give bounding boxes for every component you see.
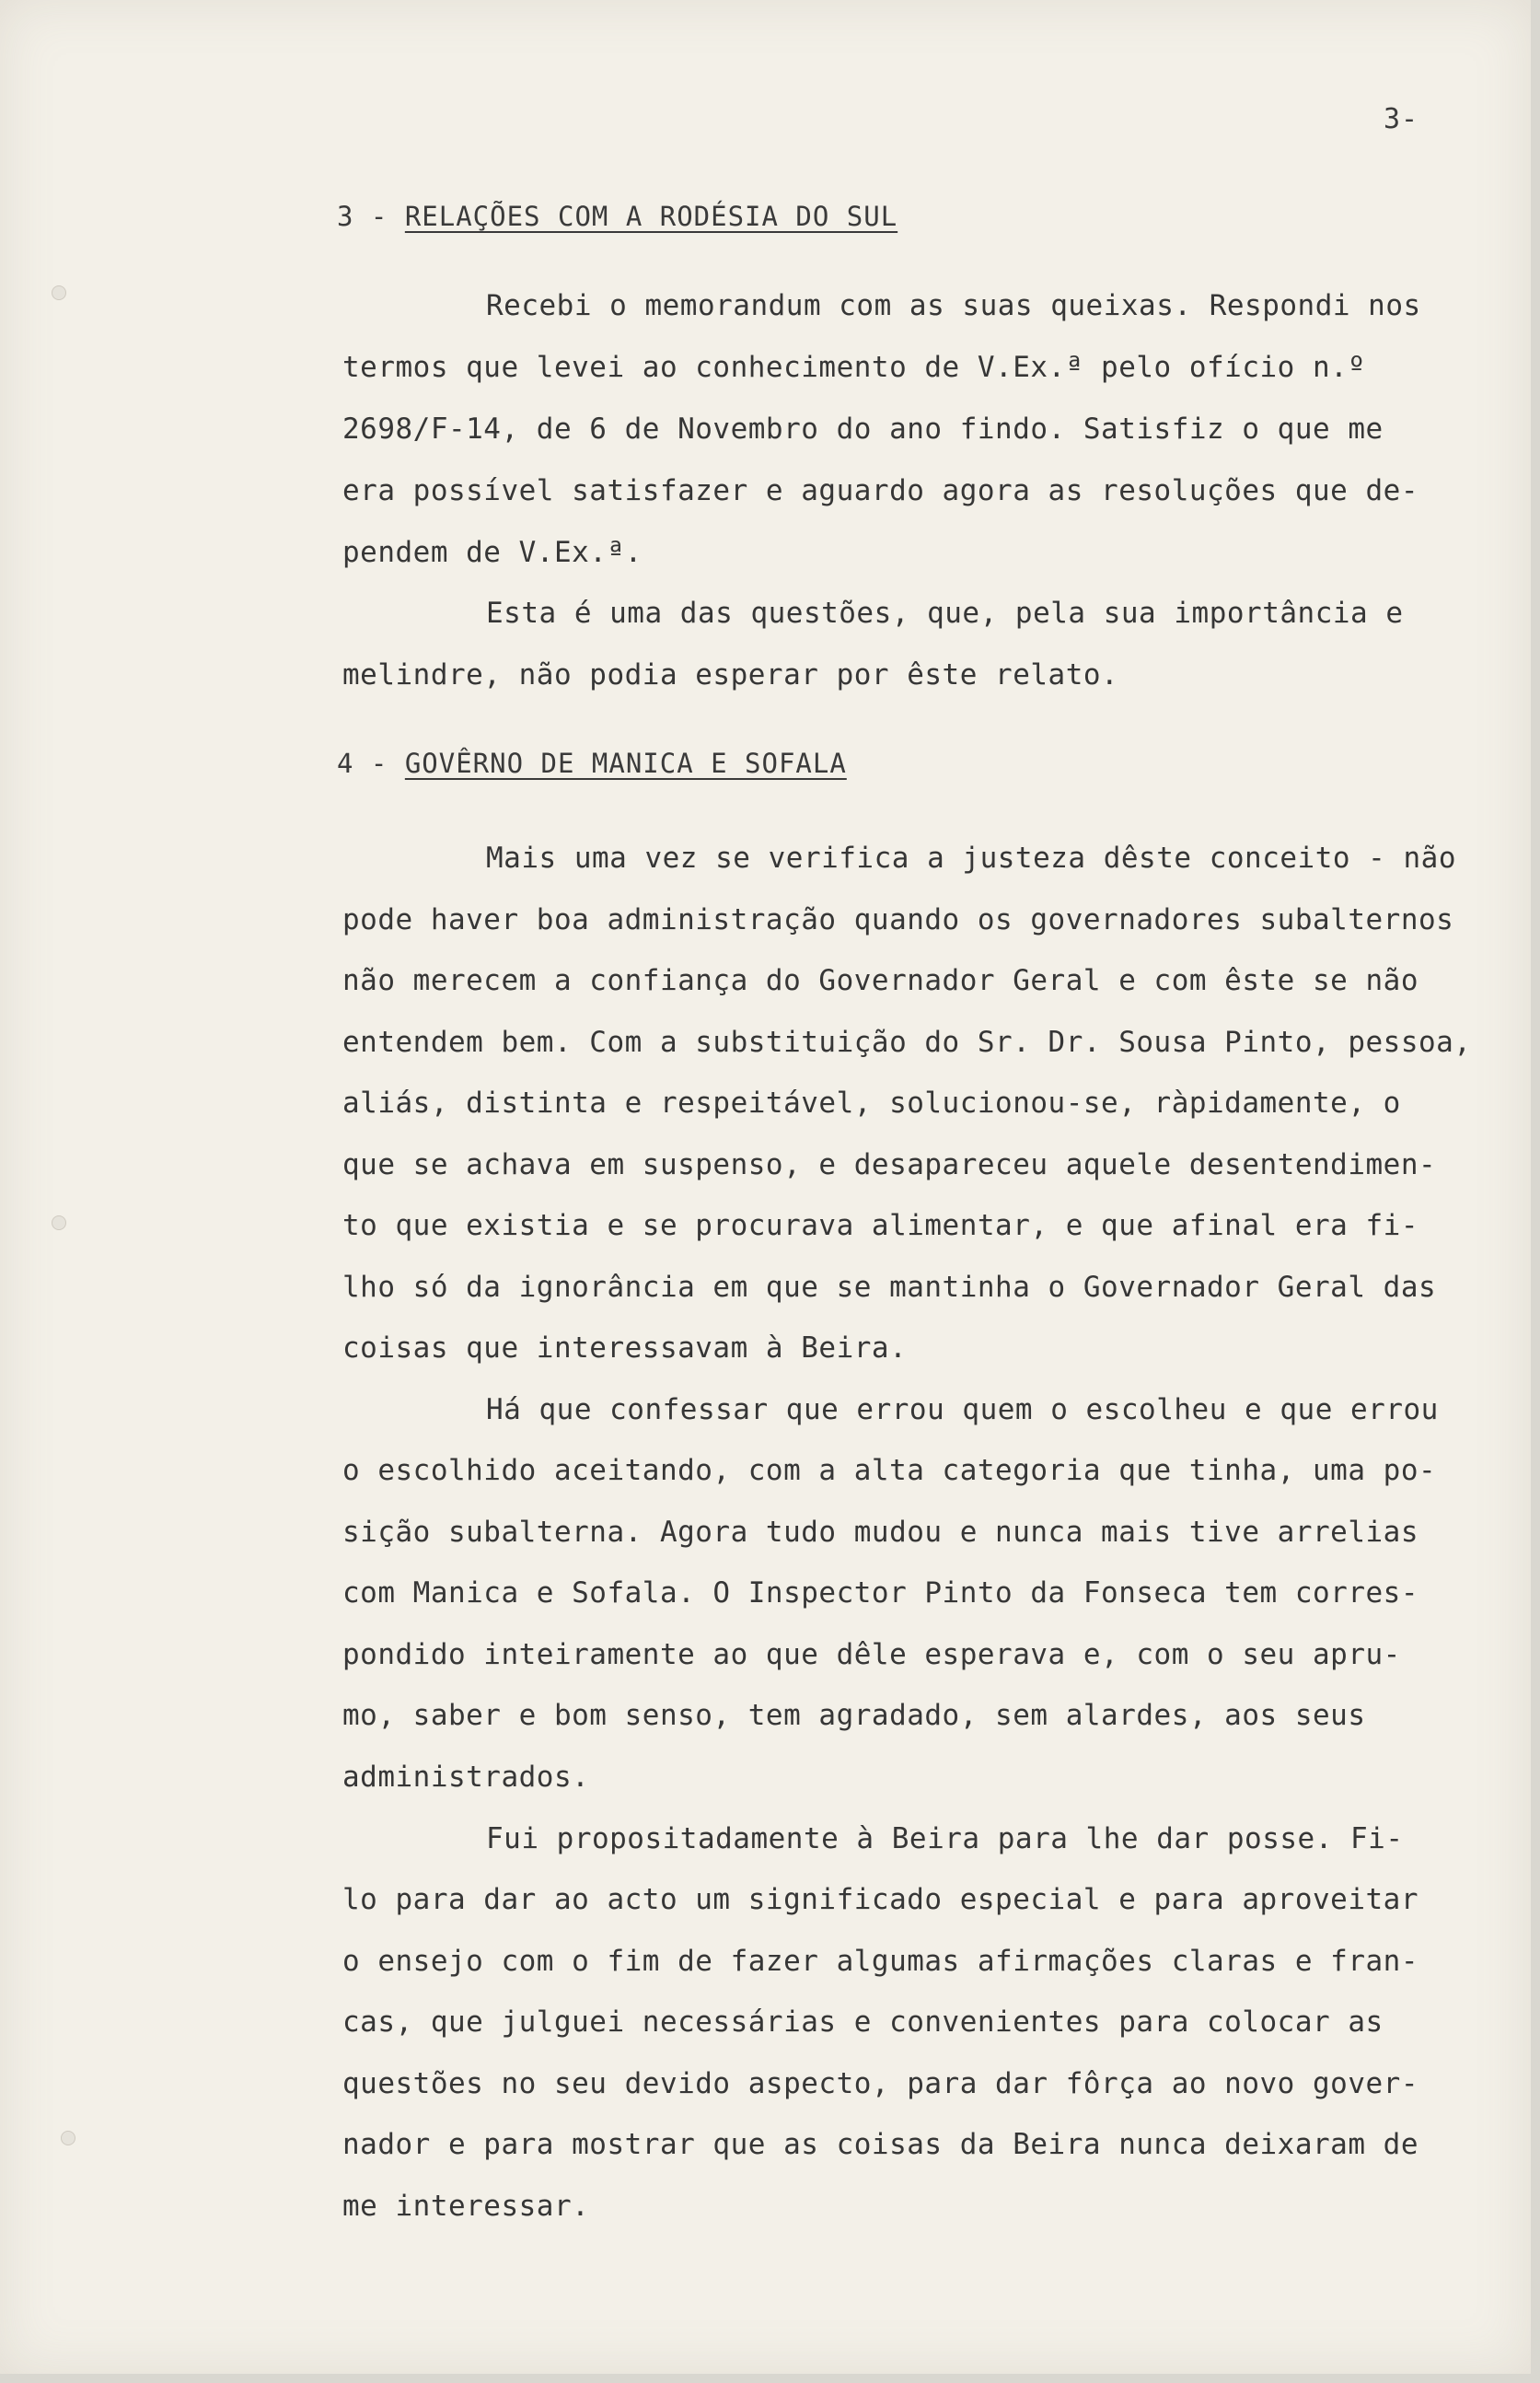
text-line: melindre, não podia esperar por êste relato. (342, 658, 1119, 692)
text-line: 2698/F-14, de 6 de Novembro do ano findo. Satisfiz o que me (342, 413, 1384, 446)
text-line: lho só da ignorância em que se mantinha o Governador Geral das (342, 1271, 1437, 1304)
text-line: me interessar. (342, 2190, 590, 2223)
text-line: aliás, distinta e respeitável, solucionou-se, ràpidamente, o (342, 1087, 1401, 1120)
text-line: lo para dar ao acto um significado especial e para aproveitar (342, 1883, 1418, 1916)
text-line: sição subalterna. Agora tudo mudou e nunca mais tive arrelias (342, 1516, 1418, 1549)
text-line: não merecem a confiança do Governador Geral e com êste se não (342, 964, 1418, 997)
text-line: entendem bem. Com a substituição do Sr. Dr. Sousa Pinto, pessoa, (342, 1026, 1472, 1059)
text-line: cas, que julguei necessárias e convenientes para colocar as (342, 2005, 1384, 2039)
page-number: 3- (1384, 103, 1419, 135)
text-line: Fui propositadamente à Beira para lhe dar posse. Fi- (486, 1822, 1404, 1855)
text-line: o ensejo com o fim de fazer algumas afirmações claras e fran- (342, 1945, 1418, 1978)
text-line: pondido inteiramente ao que dêle esperava e, com o seu apru- (342, 1638, 1401, 1671)
section-number: 4 - (337, 748, 405, 779)
section-title: RELAÇÕES COM A RODÉSIA DO SUL (404, 201, 898, 232)
text-line: nador e para mostrar que as coisas da Beira nunca deixaram de (342, 2128, 1418, 2161)
text-line: to que existia e se procurava alimentar, e que afinal era fi- (342, 1209, 1418, 1242)
section-number: 3 - (337, 201, 405, 232)
text-line: pendem de V.Ex.ª. (342, 536, 643, 569)
text-line: mo, saber e bom senso, tem agradado, sem alardes, aos seus (342, 1699, 1366, 1732)
text-line: Esta é uma das questões, que, pela sua importância e (486, 597, 1404, 630)
section-title: GOVÊRNO DE MANICA E SOFALA (404, 748, 847, 779)
text-line: Recebi o memorandum com as suas queixas. Respondi nos (486, 289, 1421, 322)
text-line: com Manica e Sofala. O Inspector Pinto da Fonseca tem corres- (342, 1576, 1418, 1610)
text-line: termos que levei ao conhecimento de V.Ex.ª pelo ofício n.º (342, 351, 1366, 384)
text-line: pode haver boa administração quando os governadores subalternos (342, 903, 1454, 936)
text-line: que se achava em suspenso, e desapareceu aquele desentendimen- (342, 1148, 1437, 1181)
text-line: administrados. (342, 1761, 590, 1794)
section-heading (337, 201, 897, 232)
text-line: Mais uma vez se verifica a justeza dêste conceito - não (486, 842, 1456, 875)
text-line: o escolhido aceitando, com a alta categoria que tinha, uma po- (342, 1454, 1437, 1487)
punch-hole (61, 2131, 75, 2145)
punch-hole (52, 1215, 66, 1230)
section-heading (337, 748, 847, 779)
punch-hole (52, 285, 66, 300)
text-line: era possível satisfazer e aguardo agora as resoluções que de- (342, 474, 1418, 507)
text-line: coisas que interessavam à Beira. (342, 1331, 908, 1365)
text-line: questões no seu devido aspecto, para dar fôrça ao novo gover- (342, 2067, 1418, 2100)
text-line: Há que confessar que errou quem o escolheu e que errou (486, 1393, 1439, 1426)
